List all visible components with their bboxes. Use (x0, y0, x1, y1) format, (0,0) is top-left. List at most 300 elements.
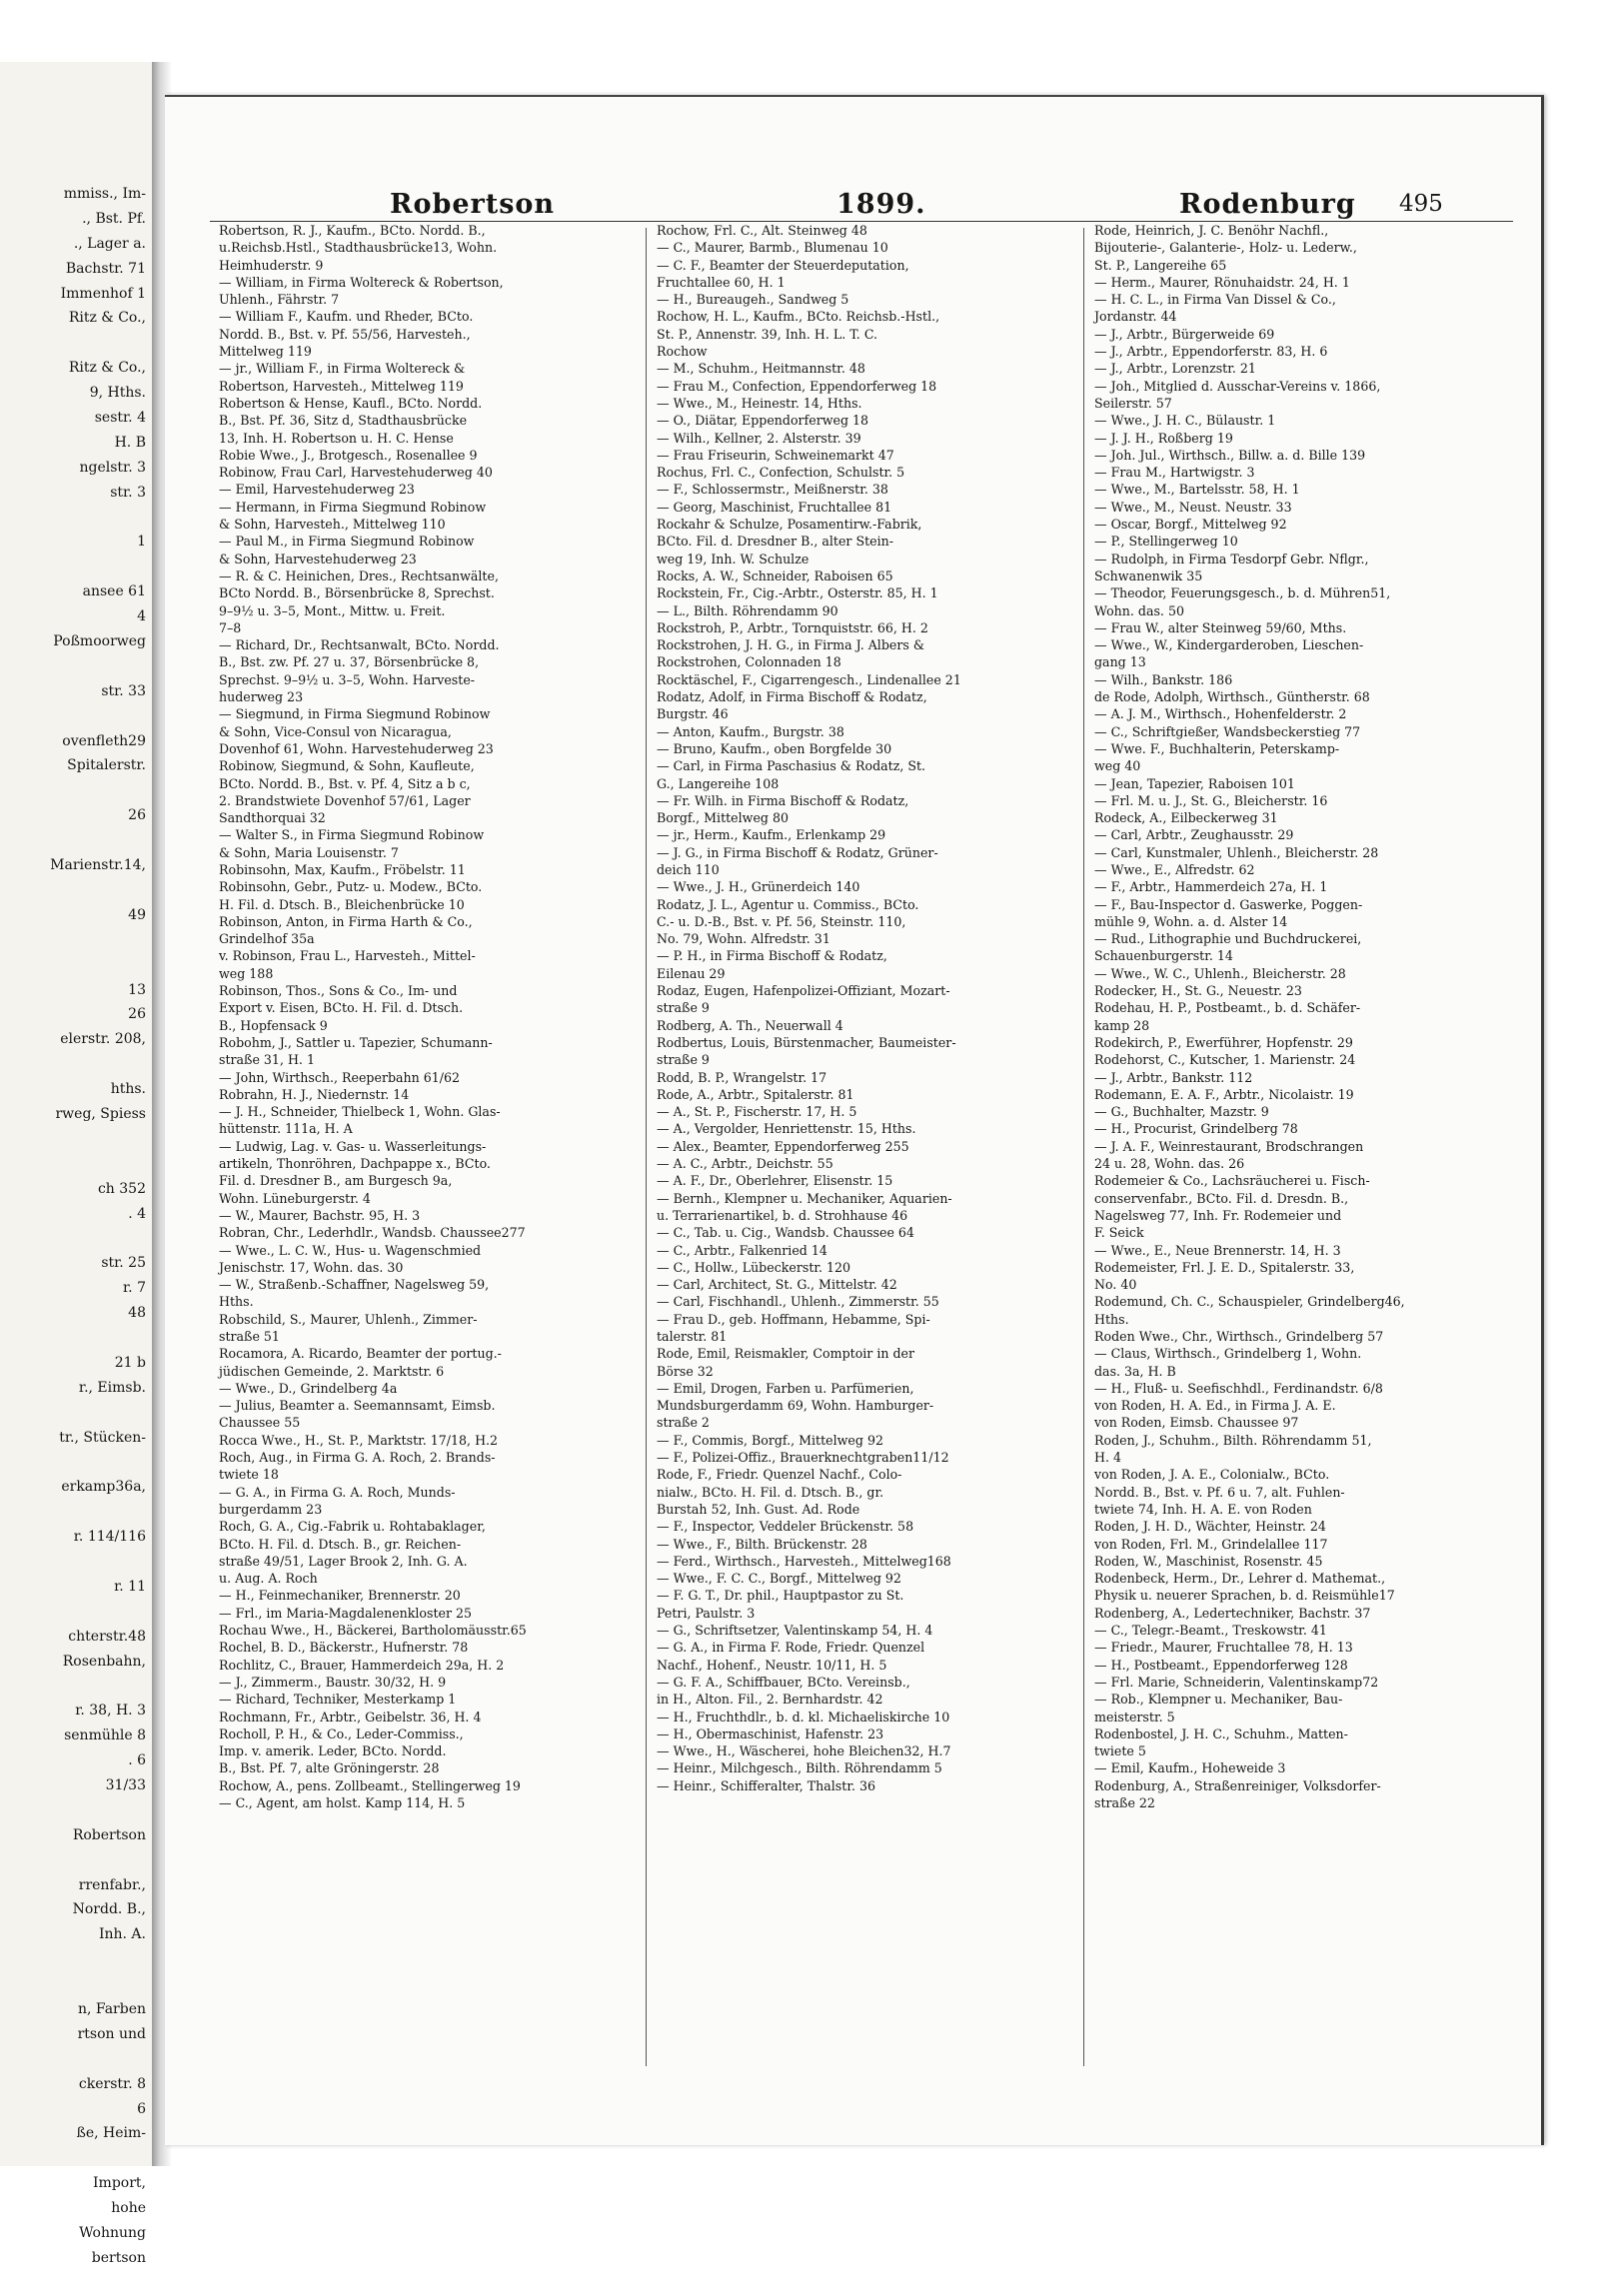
directory-line: — C., Maurer, Barmb., Blumenau 10 (657, 240, 888, 256)
directory-line: — H., Fluß- u. Seefischhdl., Ferdinandstr. 6/8 (1094, 1380, 1383, 1396)
directory-line: — Wwe., E., Alfredstr. 62 (1094, 861, 1255, 877)
directory-line: — Wwe., W., Kindergarderoben, Lieschen- (1094, 637, 1364, 653)
directory-line: Robohm, J., Sattler u. Tapezier, Schumann- (219, 1034, 493, 1050)
directory-line: — Carl, Kunstmaler, Uhlenh., Bleicherstr. 28 (1094, 844, 1379, 860)
directory-line: No. 79, Wohn. Alfredstr. 31 (657, 931, 830, 947)
directory-line: — J. A. F., Weinrestaurant, Brodschrangen (1094, 1138, 1364, 1154)
directory-line: Roch, Aug., in Firma G. A. Roch, 2. Brands- (219, 1450, 496, 1466)
directory-line: Fruchtallee 60, H. 1 (657, 274, 786, 290)
directory-line: — F., Commis, Borgf., Mittelweg 92 (657, 1432, 883, 1448)
directory-line: Grindelhof 35a (219, 931, 315, 947)
directory-line: Rodaz, Eugen, Hafenpolizei-Offiziant, Mozart- (657, 983, 950, 999)
directory-line: — Rud., Lithographie und Buchdruckerei, (1094, 931, 1362, 947)
directory-line: burgerdamm 23 (219, 1501, 323, 1517)
sliver-line (50, 1972, 146, 1997)
directory-line: — Wwe., M., Bartelsstr. 58, H. 1 (1094, 482, 1300, 498)
directory-line: F. Seick (1094, 1225, 1144, 1241)
directory-line: nialw., BCto. H. Fil. d. Dtsch. B., gr. (657, 1484, 884, 1500)
directory-line: — Emil, Kaufm., Hoheweide 3 (1094, 1760, 1286, 1776)
directory-line: B., Bst. Pf. 7, alte Gröningerstr. 28 (219, 1760, 440, 1776)
directory-line: Nordd. B., Bst. v. Pf. 6 u. 7, alt. Fuhlen- (1094, 1484, 1345, 1500)
directory-line: BCto. H. Fil. d. Dtsch. B., gr. Reichen- (219, 1536, 462, 1552)
directory-line: — Emil, Harvestehuderweg 23 (219, 482, 415, 498)
directory-line: Imp. v. amerik. Leder, BCto. Nordd. (219, 1743, 447, 1759)
directory-line: Rodd, B. P., Wrangelstr. 17 (657, 1069, 827, 1085)
sliver-line: rtson und (77, 2025, 146, 2042)
directory-line: — Wilh., Bankstr. 186 (1094, 671, 1233, 687)
directory-line: Rochow, Frl. C., Alt. Steinweg 48 (657, 223, 867, 238)
directory-line: — William, in Firma Woltereck & Robertson, (219, 274, 504, 290)
sliver-line: ., Lager a. (73, 235, 146, 252)
directory-line: Nachf., Hohenf., Neustr. 10/11, H. 5 (657, 1657, 887, 1673)
sliver-line: sestr. 4 (94, 410, 146, 427)
directory-line: u.Reichsb.Hstl., Stadthausbrücke13, Wohn. (219, 240, 498, 256)
directory-line: — F., Bau-Inspector d. Gaswerke, Poggen- (1094, 896, 1363, 912)
directory-line: — G. A., in Firma G. A. Roch, Munds- (219, 1484, 456, 1500)
directory-line: — C., Tab. u. Cig., Wandsb. Chaussee 64 (657, 1225, 914, 1241)
directory-line: — G., Buchhalter, Mazstr. 9 (1094, 1104, 1269, 1120)
directory-line: Heimhuderstr. 9 (219, 257, 324, 273)
directory-line: Rockstroh, P., Arbtr., Tornquiststr. 66, H. 2 (657, 619, 928, 635)
directory-line: Fil. d. Dresdner B., am Burgesch 9a, (219, 1173, 453, 1189)
sliver-line: str. 3 (110, 484, 146, 501)
sliver-line: ., Bst. Pf. (82, 210, 146, 227)
directory-line: — Oscar, Borgf., Mittelweg 92 (1094, 517, 1287, 533)
directory-line: — Claus, Wirthsch., Grindelberg 1, Wohn. (1094, 1346, 1362, 1362)
directory-line: — F., Inspector, Veddeler Brückenstr. 58 (657, 1519, 914, 1535)
directory-line: Rochlitz, C., Brauer, Hammerdeich 29a, H. 2 (219, 1657, 505, 1673)
sliver-line (50, 2146, 146, 2171)
directory-line: Rockstrohen, Colonnaden 18 (657, 654, 841, 670)
sliver-line: r. 7 (123, 1280, 146, 1297)
sliver-line (50, 928, 146, 953)
sliver-line: 1 (137, 534, 146, 551)
sliver-line: ße, Heim- (76, 2125, 146, 2142)
directory-line: de Rode, Adolph, Wirthsch., Güntherstr. 68 (1094, 689, 1370, 705)
directory-line: Wohn. das. 50 (1094, 602, 1184, 618)
sliver-line: senmühle 8 (64, 1727, 146, 1744)
directory-body (165, 222, 1541, 2120)
directory-line: — Frau M., Hartwigstr. 3 (1094, 465, 1255, 481)
directory-line: kamp 28 (1094, 1017, 1150, 1033)
directory-line: Nordd. B., Bst. v. Pf. 55/56, Harvesteh., (219, 326, 471, 342)
directory-line: Rode, Heinrich, J. C. Benöhr Nachfl., (1094, 223, 1329, 238)
directory-line: — Emil, Drogen, Farben u. Parfümerien, (657, 1380, 914, 1396)
sliver-line: Poßmoorweg (53, 633, 146, 650)
sliver-line: Ritz & Co., (68, 360, 146, 377)
header-first-entry: Robertson (390, 189, 556, 220)
directory-line: — Joh. Jul., Wirthsch., Billw. a. d. Bille 139 (1094, 447, 1366, 463)
directory-line: — G. A., in Firma F. Rode, Friedr. Quenzel (657, 1640, 925, 1656)
directory-line: Rodehau, H. P., Postbeamt., b. d. Schäfer- (1094, 1000, 1361, 1016)
sliver-line: hths. (110, 1081, 146, 1098)
sliver-line (50, 1152, 146, 1177)
directory-line: straße 51 (219, 1329, 280, 1344)
sliver-line: r., Eimsb. (78, 1379, 146, 1396)
directory-line: twiete 18 (219, 1467, 279, 1483)
directory-line: — H. C. L., in Firma Van Dissel & Co., (1094, 292, 1336, 308)
sliver-line: ch 352 (97, 1180, 146, 1197)
directory-line: — A. J. M., Wirthsch., Hohenfelderstr. 2 (1094, 706, 1347, 722)
sliver-line: ansee 61 (82, 583, 146, 600)
directory-line: twiete 74, Inh. H. A. E. von Roden (1094, 1501, 1312, 1517)
directory-line: Robschild, S., Maurer, Uhlenh., Zimmer- (219, 1311, 478, 1327)
directory-line: meisterstr. 5 (1094, 1709, 1175, 1724)
sliver-line (50, 331, 146, 356)
sliver-line (50, 828, 146, 853)
directory-line: straße 2 (657, 1415, 710, 1431)
sliver-line: Bachstr. 71 (65, 260, 146, 277)
directory-line: straße 9 (657, 1000, 710, 1016)
directory-line: — Richard, Techniker, Mesterkamp 1 (219, 1692, 457, 1708)
directory-line: — H., Fruchthdlr., b. d. kl. Michaeliskirche 10 (657, 1709, 950, 1724)
sliver-line (50, 1550, 146, 1575)
sliver-line: Nordd. B., (72, 1901, 146, 1918)
sliver-line: 21 b (114, 1354, 146, 1371)
directory-line: Rocholl, P. H., & Co., Leder-Commiss., (219, 1725, 464, 1741)
directory-line: Robinsohn, Gebr., Putz- u. Modew., BCto. (219, 879, 483, 895)
directory-line: — H., Feinmechaniker, Brennerstr. 20 (219, 1588, 461, 1604)
sliver-line (50, 654, 146, 679)
sliver-line (50, 1947, 146, 1972)
directory-line: — Wwe., J. H. C., Bülaustr. 1 (1094, 413, 1276, 429)
directory-line: — Joh., Mitglied d. Ausschar-Vereins v. 1866, (1094, 378, 1381, 394)
directory-line: Rochow, A., pens. Zollbeamt., Stellingerweg 19 (219, 1777, 521, 1793)
sliver-line (50, 778, 146, 803)
directory-line: conservenfabr., BCto. Fil. d. Dresdn. B., (1094, 1190, 1349, 1206)
directory-line: — William F., Kaufm. und Rheder, BCto. (219, 309, 474, 325)
directory-line: — Wwe., M., Heinestr. 14, Hths. (657, 395, 862, 411)
directory-line: Rodenbostel, J. H. C., Schuhm., Matten- (1094, 1725, 1348, 1741)
directory-line: talerstr. 81 (657, 1329, 728, 1344)
directory-line: — Friedr., Maurer, Fruchtallee 78, H. 13 (1094, 1640, 1353, 1656)
directory-line: Robran, Chr., Lederhdlr., Wandsb. Chaussee277 (219, 1225, 526, 1241)
directory-line: — Frl., im Maria-Magdalenenkloster 25 (219, 1605, 473, 1621)
directory-line: von Roden, Eimsb. Chaussee 97 (1094, 1415, 1299, 1431)
directory-line: Seilerstr. 57 (1094, 395, 1172, 411)
sliver-line (50, 878, 146, 903)
directory-line: Rochus, Frl. C., Confection, Schulstr. 5 (657, 465, 905, 481)
sliver-line: r. 114/116 (73, 1529, 146, 1546)
directory-line: weg 188 (219, 965, 274, 981)
column-3 (1094, 222, 1508, 2075)
directory-line: Uhlenh., Fährstr. 7 (219, 292, 340, 308)
directory-line: — Georg, Maschinist, Fruchtallee 81 (657, 499, 892, 515)
directory-line: — Wwe., H., Wäscherei, hohe Bleichen32, H.7 (657, 1743, 951, 1759)
directory-line: — A., St. P., Fischerstr. 17, H. 5 (657, 1104, 857, 1120)
directory-line: — F. G. T., Dr. phil., Hauptpastor zu St. (657, 1588, 904, 1604)
directory-line: Rockahr & Schulze, Posamentirw.-Fabrik, (657, 517, 922, 533)
directory-line: B., Bst. Pf. 36, Sitz d, Stadthausbrücke (219, 413, 468, 429)
sliver-line: Ritz & Co., (68, 310, 146, 327)
directory-line: — Fr. Wilh. in Firma Bischoff & Rodatz, (657, 792, 909, 808)
directory-line: C.- u. D.-B., Bst. v. Pf. 56, Steinstr. 110, (657, 913, 906, 929)
directory-line: — Heinr., Milchgesch., Bilth. Röhrendamm 5 (657, 1760, 942, 1776)
directory-line: — Paul M., in Firma Siegmund Robinow (219, 534, 475, 550)
sliver-line: Wohnung (79, 2225, 146, 2242)
directory-line: B., Hopfensack 9 (219, 1017, 328, 1033)
column-2 (657, 222, 1070, 2075)
directory-line: Rochow, H. L., Kaufm., BCto. Reichsb.-Hstl., (657, 309, 940, 325)
directory-line: in H., Alton. Fil., 2. Bernhardstr. 42 (657, 1692, 883, 1708)
directory-line: artikeln, Thonröhren, Dachpappe x., BCto. (219, 1156, 491, 1172)
directory-line: Rodenberg, A., Ledertechniker, Bachstr. 37 (1094, 1605, 1371, 1621)
directory-line: Roden, W., Maschinist, Rosenstr. 45 (1094, 1553, 1323, 1569)
directory-line: — Carl, Arbtr., Zeughausstr. 29 (1094, 827, 1294, 843)
directory-line: Robinson, Thos., Sons & Co., Im- und (219, 983, 458, 999)
directory-line: Robie Wwe., J., Brotgesch., Rosenallee 9 (219, 447, 478, 463)
directory-line: BCto Nordd. B., Börsenbrücke 8, Sprechst. (219, 585, 495, 601)
directory-line: Rocamora, A. Ricardo, Beamter der portug.- (219, 1346, 502, 1362)
directory-line: — J., Arbtr., Bankstr. 112 (1094, 1069, 1253, 1085)
sliver-line: 31/33 (105, 1777, 146, 1793)
sliver-line: 4 (137, 608, 146, 625)
directory-line: — A. F., Dr., Oberlehrer, Elisenstr. 15 (657, 1173, 893, 1189)
directory-line: — Frau Friseurin, Schweinemarkt 47 (657, 447, 894, 463)
directory-line: — John, Wirthsch., Reeperbahn 61/62 (219, 1069, 461, 1085)
directory-line: Rochow (657, 344, 708, 360)
directory-line: — J. J. H., Roßberg 19 (1094, 430, 1233, 446)
directory-line: — Wwe., F., Bilth. Brückenstr. 28 (657, 1536, 867, 1552)
directory-line: — Rudolph, in Firma Tesdorpf Gebr. Nflgr., (1094, 551, 1369, 567)
directory-line: — Heinr., Schifferalter, Thalstr. 36 (657, 1777, 875, 1793)
directory-line: Roden, J., Schuhm., Bilth. Röhrendamm 51, (1094, 1432, 1372, 1448)
directory-line: Burstah 52, Inh. Gust. Ad. Rode (657, 1501, 860, 1517)
sliver-line: . 6 (128, 1752, 146, 1769)
directory-line: Rodemund, Ch. C., Schauspieler, Grindelberg46, (1094, 1294, 1405, 1310)
sliver-line: elerstr. 208, (60, 1031, 146, 1048)
directory-line: — Wwe., E., Neue Brennerstr. 14, H. 3 (1094, 1242, 1341, 1258)
directory-line: jüdischen Gemeinde, 2. Marktstr. 6 (219, 1363, 445, 1379)
directory-line: — Walter S., in Firma Siegmund Robinow (219, 827, 485, 843)
directory-line: — Julius, Beamter a. Seemannsamt, Eimsb. (219, 1398, 496, 1414)
sliver-line: . 4 (128, 1205, 146, 1222)
column-1 (219, 222, 633, 2075)
sliver-line: Marienstr.14, (50, 857, 146, 874)
directory-line: — Frl. M. u. J., St. G., Bleicherstr. 16 (1094, 792, 1328, 808)
directory-line: — P. H., in Firma Bischoff & Rodatz, (657, 948, 887, 964)
sliver-line: Robertson (72, 1826, 146, 1843)
directory-line: — Siegmund, in Firma Siegmund Robinow (219, 706, 491, 722)
sliver-line: r. 11 (114, 1578, 146, 1595)
sliver-line: ovenfleth29 (62, 732, 146, 749)
directory-line: 9–9½ u. 3–5, Mont., Mittw. u. Freit. (219, 602, 446, 618)
directory-line: Roch, G. A., Cig.-Fabrik u. Rohtabaklager, (219, 1519, 486, 1535)
directory-line: B., Bst. zw. Pf. 27 u. 37, Börsenbrücke 8, (219, 654, 480, 670)
directory-line: — Ferd., Wirthsch., Harvesteh., Mittelweg168 (657, 1553, 951, 1569)
directory-line: — P., Stellingerweg 10 (1094, 534, 1238, 550)
directory-line: No. 40 (1094, 1277, 1137, 1293)
directory-line: — Wilh., Kellner, 2. Alsterstr. 39 (657, 430, 861, 446)
directory-line: Rochel, B. D., Bäckerstr., Hufnerstr. 78 (219, 1640, 469, 1656)
sliver-line: 9, Hths. (89, 385, 146, 402)
directory-line: — C., Agent, am holst. Kamp 114, H. 5 (219, 1795, 466, 1811)
sliver-line: ckerstr. 8 (78, 2075, 146, 2092)
sliver-line (50, 1600, 146, 1625)
directory-line: Sandthorquai 32 (219, 810, 326, 826)
directory-line: 24 u. 28, Wohn. das. 26 (1094, 1156, 1245, 1172)
sliver-line: rweg, Spiess (55, 1105, 146, 1122)
sliver-line: Spitalerstr. (67, 757, 146, 774)
directory-line: — A. C., Arbtr., Deichstr. 55 (657, 1156, 833, 1172)
sliver-line (50, 1848, 146, 1873)
directory-line: mühle 9, Wohn. a. d. Alster 14 (1094, 913, 1288, 929)
directory-line: — Carl, in Firma Paschasius & Rodatz, St. (657, 758, 926, 774)
sliver-line (50, 2271, 146, 2296)
directory-line: — Frau W., alter Steinweg 59/60, Mths. (1094, 619, 1347, 635)
sliver-line (50, 506, 146, 531)
sliver-line (50, 1798, 146, 1823)
directory-line: Börse 32 (657, 1363, 714, 1379)
directory-line: — Rob., Klempner u. Mechaniker, Bau- (1094, 1692, 1343, 1708)
directory-line: Bijouterie-, Galanterie-, Holz- u. Lederw., (1094, 240, 1357, 256)
directory-line: — Wwe., W. C., Uhlenh., Bleicherstr. 28 (1094, 965, 1346, 981)
directory-line: gang 13 (1094, 654, 1146, 670)
sliver-line (50, 953, 146, 978)
directory-line: St. P., Annenstr. 39, Inh. H. L. T. C. (657, 326, 878, 342)
directory-line: — O., Diätar, Eppendorferweg 18 (657, 413, 869, 429)
directory-line: — C., Schriftgießer, Wandsbeckerstieg 77 (1094, 723, 1361, 739)
header-last-entry: Rodenburg (1179, 189, 1356, 220)
sliver-line: str. 33 (101, 682, 146, 699)
directory-line: Rodehorst, C., Kutscher, 1. Marienstr. 24 (1094, 1052, 1356, 1068)
directory-line: von Roden, Frl. M., Grindelallee 117 (1094, 1536, 1328, 1552)
directory-line: Rodatz, J. L., Agentur u. Commiss., BCto. (657, 896, 919, 912)
directory-line: — Herm., Maurer, Rönuhaidstr. 24, H. 1 (1094, 274, 1350, 290)
directory-line: Robinow, Siegmund, & Sohn, Kaufleute, (219, 758, 475, 774)
column-divider-1 (646, 228, 647, 2066)
directory-line: — J., Arbtr., Bürgerweide 69 (1094, 326, 1275, 342)
directory-line: deich 110 (657, 861, 720, 877)
column-divider-2 (1083, 228, 1084, 2066)
directory-line: — W., Maurer, Bachstr. 95, H. 3 (219, 1207, 421, 1223)
directory-line: Rodemann, E. A. F., Arbtr., Nicolaistr. 19 (1094, 1086, 1354, 1102)
directory-line: — J. H., Schneider, Thielbeck 1, Wohn. Glas- (219, 1104, 501, 1120)
directory-line: — jr., William F., in Firma Woltereck & (219, 361, 466, 377)
running-header (165, 97, 1541, 220)
directory-line: u. Terrarienartikel, b. d. Strohhause 46 (657, 1207, 908, 1223)
directory-line: Rodemeister, Frl. J. E. D., Spitalerstr. 33, (1094, 1259, 1355, 1275)
directory-line: — Wwe., F. C. C., Borgf., Mittelweg 92 (657, 1571, 901, 1587)
directory-line: Rodeck, A., Eilbeckerweg 31 (1094, 810, 1278, 826)
directory-line: — H., Postbeamt., Eppendorferweg 128 (1094, 1657, 1348, 1673)
sliver-line (50, 1226, 146, 1251)
directory-line: Rochau Wwe., H., Bäckerei, Bartholomäusstr.65 (219, 1623, 527, 1639)
directory-line: Burgstr. 46 (657, 706, 729, 722)
directory-line: — H., Bureaugeh., Sandweg 5 (657, 292, 849, 308)
directory-line: — C. F., Beamter der Steuerdeputation, (657, 257, 909, 273)
directory-line: — Hermann, in Firma Siegmund Robinow (219, 499, 487, 515)
sliver-line (50, 1326, 146, 1351)
directory-line: Rochmann, Fr., Arbtr., Geibelstr. 36, H. 4 (219, 1709, 482, 1724)
directory-line: — Frau M., Confection, Eppendorferweg 18 (657, 378, 937, 394)
directory-line: Rodbertus, Louis, Bürstenmacher, Baumeister- (657, 1034, 956, 1050)
directory-line: Rockstrohen, J. H. G., in Firma J. Albers & (657, 637, 925, 653)
directory-line: Schauenburgerstr. 14 (1094, 948, 1233, 964)
sliver-line: bertson (91, 2249, 146, 2266)
directory-line: Rockstein, Fr., Cig.-Arbtr., Osterstr. 85, H. 1 (657, 585, 938, 601)
directory-line: — G. F. A., Schiffbauer, BCto. Vereinsb., (657, 1674, 910, 1690)
sliver-line (50, 1450, 146, 1475)
directory-line: 7–8 (219, 619, 242, 635)
sliver-line (50, 1674, 146, 1699)
directory-line: — C., Hollw., Lübeckerstr. 120 (657, 1259, 851, 1275)
directory-line: Chaussee 55 (219, 1415, 301, 1431)
directory-line: — F., Polizei-Offiz., Brauerknechtgraben11/12 (657, 1450, 949, 1466)
directory-line: — W., Straßenb.-Schaffner, Nagelsweg 59, (219, 1277, 490, 1293)
directory-line: hüttenstr. 111a, H. A (219, 1121, 353, 1137)
directory-line: Rodecker, H., St. G., Neuestr. 23 (1094, 983, 1302, 999)
directory-line: — H., Procurist, Grindelberg 78 (1094, 1121, 1298, 1137)
sliver-line (50, 555, 146, 579)
sliver-line: str. 25 (101, 1255, 146, 1272)
sliver-line (50, 1401, 146, 1426)
directory-line: Physik u. neuerer Sprachen, b. d. Reismühle17 (1094, 1588, 1395, 1604)
directory-line: — J., Arbtr., Eppendorferstr. 83, H. 6 (1094, 344, 1328, 360)
directory-line: v. Robinson, Frau L., Harvesteh., Mittel- (219, 948, 476, 964)
directory-line: Rodenburg, A., Straßenreiniger, Volksdorfer- (1094, 1777, 1381, 1793)
directory-line: Rodekirch, P., Ewerführer, Hopfenstr. 29 (1094, 1034, 1353, 1050)
sliver-line: Rosenbahn, (62, 1653, 146, 1670)
directory-line: — A., Vergolder, Henriettenstr. 15, Hths. (657, 1121, 916, 1137)
directory-line: — Carl, Architect, St. G., Mittelstr. 42 (657, 1277, 897, 1293)
directory-line: Rode, F., Friedr. Quenzel Nachf., Colo- (657, 1467, 902, 1483)
sliver-line: Inh. A. (98, 1926, 146, 1943)
sliver-line: erkamp36a, (61, 1479, 146, 1496)
directory-line: — Wwe. F., Buchhalterin, Peterskamp- (1094, 740, 1340, 756)
directory-line: Sprechst. 9–9½ u. 3–5, Wohn. Harveste- (219, 671, 476, 687)
sliver-line: tr., Stücken- (59, 1429, 146, 1446)
directory-line: Eilenau 29 (657, 965, 726, 981)
directory-line: Rocca Wwe., H., St. P., Marktstr. 17/18, H.2 (219, 1432, 499, 1448)
directory-line: & Sohn, Harvestehuderweg 23 (219, 551, 417, 567)
directory-line: Schwanenwik 35 (1094, 568, 1203, 583)
directory-line: Rocktäschel, F., Cigarrengesch., Lindenallee 21 (657, 671, 961, 687)
sliver-line (50, 1052, 146, 1077)
directory-line: — Bruno, Kaufm., oben Borgfelde 30 (657, 740, 892, 756)
directory-line: Robinson, Anton, in Firma Harth & Co., (219, 913, 473, 929)
directory-line: Rode, Emil, Reismakler, Comptoir in der (657, 1346, 915, 1362)
directory-line: Rodberg, A. Th., Neuerwall 4 (657, 1017, 843, 1033)
directory-line: Robertson, Harvesteh., Mittelweg 119 (219, 378, 464, 394)
directory-line: huderweg 23 (219, 689, 304, 705)
directory-line: — Bernh., Klempner u. Mechaniker, Aquarien- (657, 1190, 952, 1206)
directory-line: — M., Schuhm., Heitmannstr. 48 (657, 361, 865, 377)
sliver-line: 6 (137, 2100, 146, 2117)
sliver-line: H. B (114, 434, 146, 451)
directory-line: BCto. Nordd. B., Bst. v. Pf. 4, Sitz a b c, (219, 775, 471, 791)
directory-line: — F., Schlossermstr., Meißnerstr. 38 (657, 482, 888, 498)
directory-line: Hths. (219, 1294, 254, 1310)
directory-line: H. 4 (1094, 1450, 1122, 1466)
directory-line: Rodatz, Adolf, in Firma Bischoff & Rodatz, (657, 689, 927, 705)
sliver-line: Import, (93, 2175, 146, 2192)
directory-line: — Wwe., L. C. W., Hus- u. Wagenschmied (219, 1242, 482, 1258)
directory-line: straße 9 (657, 1052, 710, 1068)
sliver-line: 26 (128, 1006, 146, 1023)
directory-line: Dovenhof 61, Wohn. Harvestehuderweg 23 (219, 740, 494, 756)
directory-line: — Jean, Tapezier, Raboisen 101 (1094, 775, 1295, 791)
sliver-line (50, 1500, 146, 1525)
directory-line: — Carl, Fischhandl., Uhlenh., Zimmerstr. 55 (657, 1294, 939, 1310)
directory-line: — Anton, Kaufm., Burgstr. 38 (657, 723, 844, 739)
directory-line: Mittelweg 119 (219, 344, 312, 360)
directory-line: von Roden, H. A. Ed., in Firma J. A. E. (1094, 1398, 1336, 1414)
directory-line: straße 49/51, Lager Brook 2, Inh. G. A. (219, 1553, 468, 1569)
directory-line: 13, Inh. H. Robertson u. H. C. Hense (219, 430, 454, 446)
sliver-line: n, Farben (78, 2001, 146, 2018)
sliver-line: ngelstr. 3 (79, 459, 146, 476)
